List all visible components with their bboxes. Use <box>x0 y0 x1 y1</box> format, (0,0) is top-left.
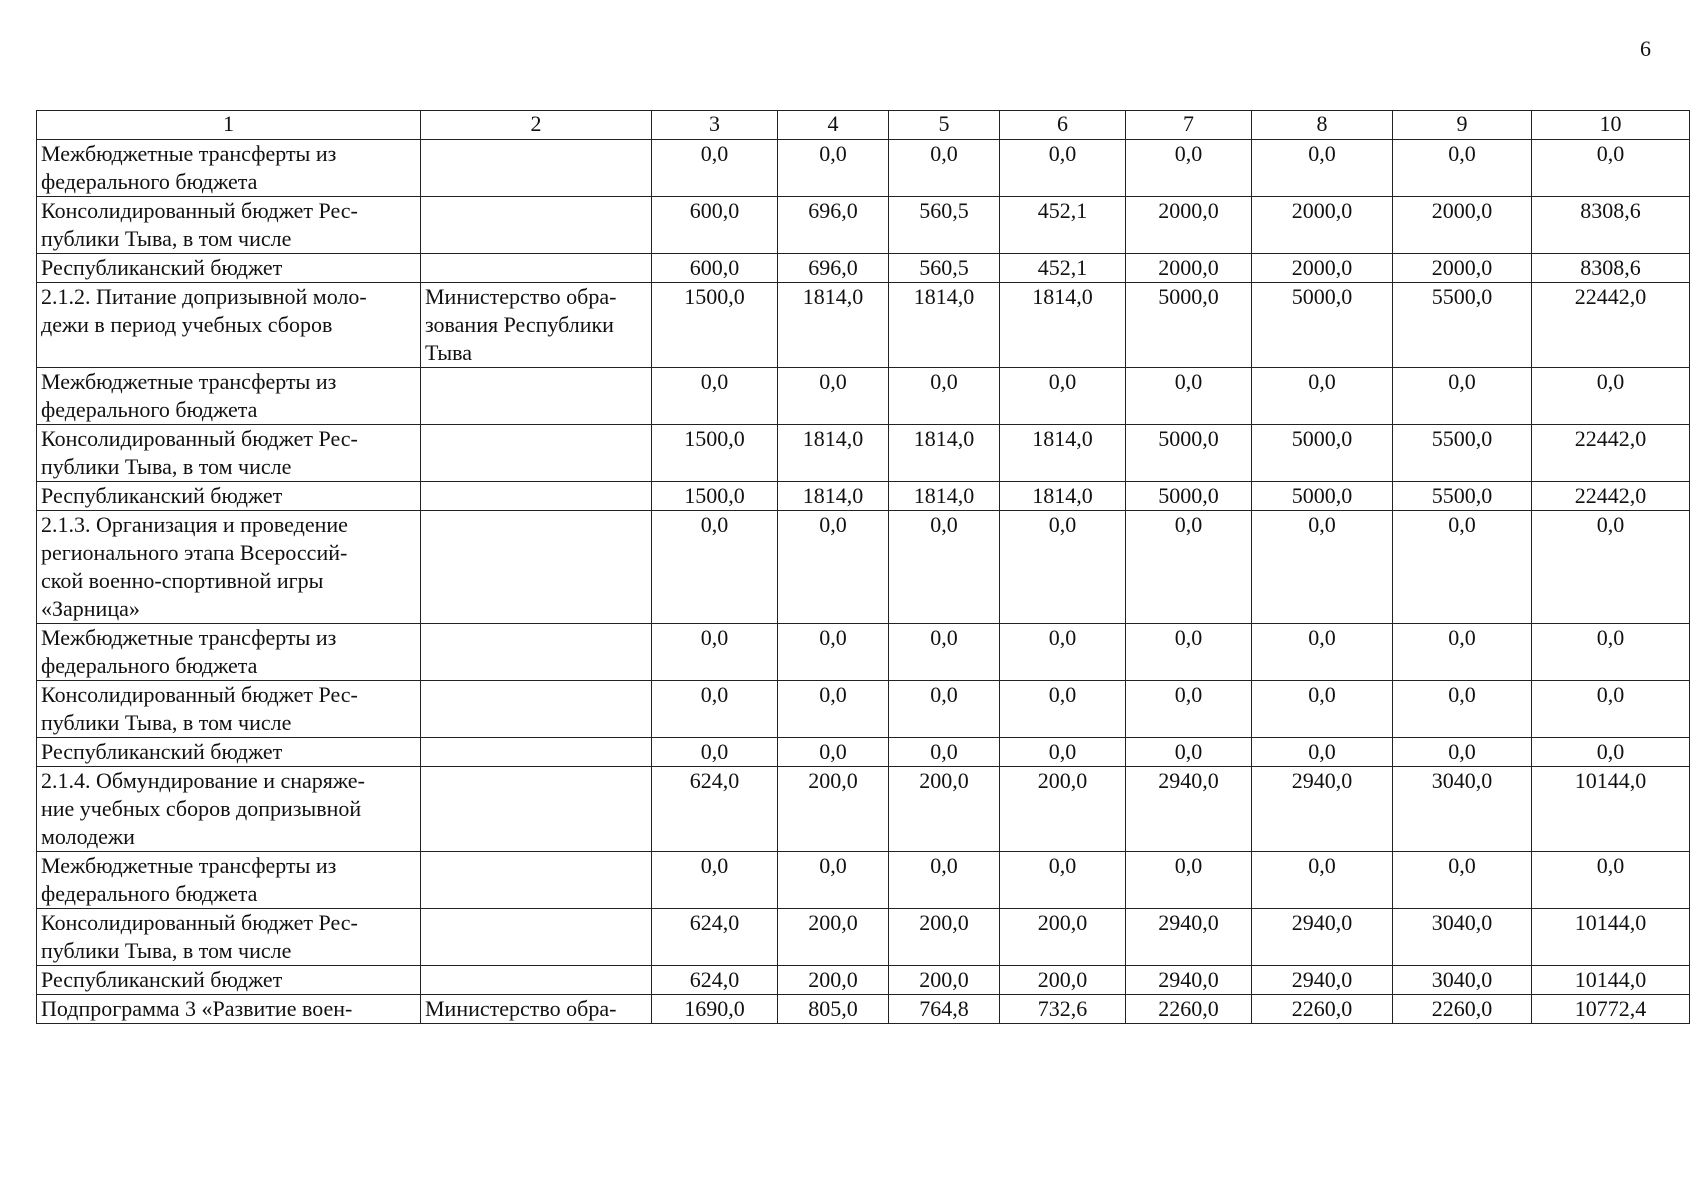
value-cell: 2260,0 <box>1393 995 1532 1024</box>
value-cell: 0,0 <box>1126 852 1252 909</box>
value-cell: 0,0 <box>1252 140 1393 197</box>
value-cell: 8308,6 <box>1532 197 1690 254</box>
executor-cell <box>421 681 652 738</box>
value-cell: 0,0 <box>1126 738 1252 767</box>
row-label: 2.1.3. Организация и проведение регионального этапа Всероссий- ской военно-спортивной игры «Зарница» <box>37 511 421 624</box>
value-cell: 696,0 <box>778 254 889 283</box>
value-cell: 0,0 <box>1000 624 1126 681</box>
value-cell: 0,0 <box>1126 368 1252 425</box>
value-cell: 0,0 <box>1532 368 1690 425</box>
executor-cell <box>421 852 652 909</box>
value-cell: 0,0 <box>1532 624 1690 681</box>
value-cell: 2000,0 <box>1252 197 1393 254</box>
value-cell: 0,0 <box>652 852 778 909</box>
value-cell: 0,0 <box>1252 738 1393 767</box>
value-cell: 0,0 <box>889 511 1000 624</box>
column-number: 9 <box>1393 111 1532 140</box>
value-cell: 0,0 <box>889 368 1000 425</box>
value-cell: 1814,0 <box>889 283 1000 368</box>
value-cell: 10144,0 <box>1532 966 1690 995</box>
value-cell: 22442,0 <box>1532 425 1690 482</box>
table-row <box>37 738 1690 767</box>
executor-cell: Министерство обра- зования Республики Тыва <box>421 283 652 368</box>
table-row <box>37 852 1690 909</box>
value-cell: 5500,0 <box>1393 482 1532 511</box>
row-label: Консолидированный бюджет Рес- публики Тыва, в том числе <box>37 425 421 482</box>
value-cell: 200,0 <box>1000 966 1126 995</box>
value-cell: 732,6 <box>1000 995 1126 1024</box>
row-label: Республиканский бюджет <box>37 482 421 511</box>
executor-cell <box>421 197 652 254</box>
executor-cell <box>421 425 652 482</box>
value-cell: 200,0 <box>778 966 889 995</box>
value-cell: 3040,0 <box>1393 909 1532 966</box>
value-cell: 10772,4 <box>1532 995 1690 1024</box>
value-cell: 805,0 <box>778 995 889 1024</box>
value-cell: 1814,0 <box>889 425 1000 482</box>
value-cell: 10144,0 <box>1532 909 1690 966</box>
value-cell: 0,0 <box>1126 624 1252 681</box>
value-cell: 624,0 <box>652 767 778 852</box>
value-cell: 0,0 <box>1000 852 1126 909</box>
value-cell: 1814,0 <box>889 482 1000 511</box>
value-cell: 0,0 <box>1393 852 1532 909</box>
value-cell: 0,0 <box>778 368 889 425</box>
row-label: Республиканский бюджет <box>37 254 421 283</box>
value-cell: 0,0 <box>778 140 889 197</box>
executor-cell <box>421 254 652 283</box>
value-cell: 0,0 <box>1126 511 1252 624</box>
value-cell: 600,0 <box>652 197 778 254</box>
value-cell: 0,0 <box>652 140 778 197</box>
value-cell: 1814,0 <box>778 425 889 482</box>
value-cell: 0,0 <box>778 681 889 738</box>
value-cell: 10144,0 <box>1532 767 1690 852</box>
column-number: 6 <box>1000 111 1126 140</box>
row-label: 2.1.2. Питание допризывной моло- дежи в период учебных сборов <box>37 283 421 368</box>
executor-cell <box>421 767 652 852</box>
value-cell: 0,0 <box>1532 681 1690 738</box>
value-cell: 3040,0 <box>1393 966 1532 995</box>
value-cell: 2940,0 <box>1126 966 1252 995</box>
value-cell: 0,0 <box>1000 511 1126 624</box>
value-cell: 560,5 <box>889 254 1000 283</box>
value-cell: 5000,0 <box>1126 425 1252 482</box>
value-cell: 0,0 <box>778 738 889 767</box>
value-cell: 0,0 <box>1532 511 1690 624</box>
table-row <box>37 681 1690 738</box>
value-cell: 0,0 <box>652 511 778 624</box>
value-cell: 0,0 <box>652 738 778 767</box>
value-cell: 0,0 <box>778 624 889 681</box>
value-cell: 1814,0 <box>778 283 889 368</box>
value-cell: 5000,0 <box>1252 425 1393 482</box>
row-label: Межбюджетные трансферты из федерального бюджета <box>37 140 421 197</box>
value-cell: 2940,0 <box>1252 767 1393 852</box>
value-cell: 0,0 <box>652 681 778 738</box>
value-cell: 0,0 <box>1532 738 1690 767</box>
value-cell: 624,0 <box>652 909 778 966</box>
value-cell: 0,0 <box>1393 624 1532 681</box>
executor-cell <box>421 482 652 511</box>
value-cell: 0,0 <box>1252 511 1393 624</box>
value-cell: 0,0 <box>1000 368 1126 425</box>
value-cell: 0,0 <box>889 681 1000 738</box>
row-label: Консолидированный бюджет Рес- публики Тыва, в том числе <box>37 909 421 966</box>
table-row <box>37 197 1690 254</box>
value-cell: 5500,0 <box>1393 425 1532 482</box>
value-cell: 1500,0 <box>652 425 778 482</box>
value-cell: 0,0 <box>1252 681 1393 738</box>
value-cell: 0,0 <box>1252 624 1393 681</box>
value-cell: 1814,0 <box>1000 425 1126 482</box>
value-cell: 0,0 <box>889 852 1000 909</box>
executor-cell <box>421 140 652 197</box>
value-cell: 0,0 <box>1252 368 1393 425</box>
value-cell: 0,0 <box>1393 738 1532 767</box>
value-cell: 0,0 <box>1393 140 1532 197</box>
row-label: Межбюджетные трансферты из федерального бюджета <box>37 624 421 681</box>
value-cell: 600,0 <box>652 254 778 283</box>
row-label: Межбюджетные трансферты из федерального бюджета <box>37 368 421 425</box>
value-cell: 0,0 <box>778 511 889 624</box>
value-cell: 2260,0 <box>1252 995 1393 1024</box>
value-cell: 1500,0 <box>652 283 778 368</box>
value-cell: 1814,0 <box>1000 283 1126 368</box>
table-row <box>37 425 1690 482</box>
value-cell: 0,0 <box>1393 511 1532 624</box>
value-cell: 2940,0 <box>1252 966 1393 995</box>
value-cell: 0,0 <box>1393 368 1532 425</box>
column-number: 8 <box>1252 111 1393 140</box>
table-row <box>37 368 1690 425</box>
row-label: 2.1.4. Обмундирование и снаряже- ние учебных сборов допризывной молодежи <box>37 767 421 852</box>
row-label: Межбюджетные трансферты из федерального бюджета <box>37 852 421 909</box>
value-cell: 5000,0 <box>1252 283 1393 368</box>
value-cell: 1814,0 <box>1000 482 1126 511</box>
value-cell: 452,1 <box>1000 197 1126 254</box>
value-cell: 5000,0 <box>1126 482 1252 511</box>
value-cell: 2000,0 <box>1126 254 1252 283</box>
table-row <box>37 767 1690 852</box>
value-cell: 0,0 <box>652 368 778 425</box>
executor-cell <box>421 511 652 624</box>
value-cell: 1690,0 <box>652 995 778 1024</box>
column-number: 10 <box>1532 111 1690 140</box>
value-cell: 2940,0 <box>1126 909 1252 966</box>
row-label: Республиканский бюджет <box>37 966 421 995</box>
value-cell: 0,0 <box>778 852 889 909</box>
value-cell: 22442,0 <box>1532 283 1690 368</box>
value-cell: 2000,0 <box>1252 254 1393 283</box>
value-cell: 0,0 <box>1000 140 1126 197</box>
page-number: 6 <box>1640 36 1651 61</box>
table-row <box>37 482 1690 511</box>
value-cell: 2940,0 <box>1126 767 1252 852</box>
value-cell: 5500,0 <box>1393 283 1532 368</box>
table-row <box>37 254 1690 283</box>
value-cell: 0,0 <box>889 624 1000 681</box>
value-cell: 0,0 <box>889 140 1000 197</box>
value-cell: 560,5 <box>889 197 1000 254</box>
column-number: 7 <box>1126 111 1252 140</box>
column-number-row <box>37 111 1690 140</box>
value-cell: 200,0 <box>778 909 889 966</box>
column-number: 4 <box>778 111 889 140</box>
value-cell: 1814,0 <box>778 482 889 511</box>
executor-cell: Министерство обра- <box>421 995 652 1024</box>
value-cell: 0,0 <box>889 738 1000 767</box>
row-label: Консолидированный бюджет Рес- публики Тыва, в том числе <box>37 681 421 738</box>
value-cell: 8308,6 <box>1532 254 1690 283</box>
column-number: 1 <box>37 111 421 140</box>
table-row <box>37 283 1690 368</box>
column-number: 3 <box>652 111 778 140</box>
value-cell: 200,0 <box>889 909 1000 966</box>
table-row <box>37 995 1690 1024</box>
value-cell: 5000,0 <box>1126 283 1252 368</box>
value-cell: 200,0 <box>1000 767 1126 852</box>
value-cell: 0,0 <box>1000 681 1126 738</box>
value-cell: 2260,0 <box>1126 995 1252 1024</box>
value-cell: 452,1 <box>1000 254 1126 283</box>
value-cell: 200,0 <box>889 966 1000 995</box>
value-cell: 0,0 <box>1532 852 1690 909</box>
table-row <box>37 966 1690 995</box>
value-cell: 0,0 <box>1126 140 1252 197</box>
executor-cell <box>421 966 652 995</box>
executor-cell <box>421 624 652 681</box>
value-cell: 0,0 <box>1532 140 1690 197</box>
value-cell: 200,0 <box>778 767 889 852</box>
value-cell: 0,0 <box>1252 852 1393 909</box>
value-cell: 2000,0 <box>1126 197 1252 254</box>
value-cell: 200,0 <box>1000 909 1126 966</box>
value-cell: 1500,0 <box>652 482 778 511</box>
executor-cell <box>421 909 652 966</box>
value-cell: 2940,0 <box>1252 909 1393 966</box>
row-label: Консолидированный бюджет Рес- публики Тыва, в том числе <box>37 197 421 254</box>
table-row <box>37 909 1690 966</box>
table-row <box>37 511 1690 624</box>
value-cell: 200,0 <box>889 767 1000 852</box>
value-cell: 696,0 <box>778 197 889 254</box>
value-cell: 624,0 <box>652 966 778 995</box>
row-label: Республиканский бюджет <box>37 738 421 767</box>
value-cell: 2000,0 <box>1393 254 1532 283</box>
value-cell: 0,0 <box>652 624 778 681</box>
value-cell: 764,8 <box>889 995 1000 1024</box>
value-cell: 0,0 <box>1000 738 1126 767</box>
budget-table-body <box>37 111 1690 1024</box>
executor-cell <box>421 738 652 767</box>
value-cell: 3040,0 <box>1393 767 1532 852</box>
table-row <box>37 624 1690 681</box>
budget-table <box>36 110 1690 1024</box>
value-cell: 0,0 <box>1126 681 1252 738</box>
table-row <box>37 140 1690 197</box>
value-cell: 0,0 <box>1393 681 1532 738</box>
column-number: 5 <box>889 111 1000 140</box>
column-number: 2 <box>421 111 652 140</box>
row-label: Подпрограмма 3 «Развитие воен- <box>37 995 421 1024</box>
value-cell: 22442,0 <box>1532 482 1690 511</box>
value-cell: 5000,0 <box>1252 482 1393 511</box>
value-cell: 2000,0 <box>1393 197 1532 254</box>
executor-cell <box>421 368 652 425</box>
